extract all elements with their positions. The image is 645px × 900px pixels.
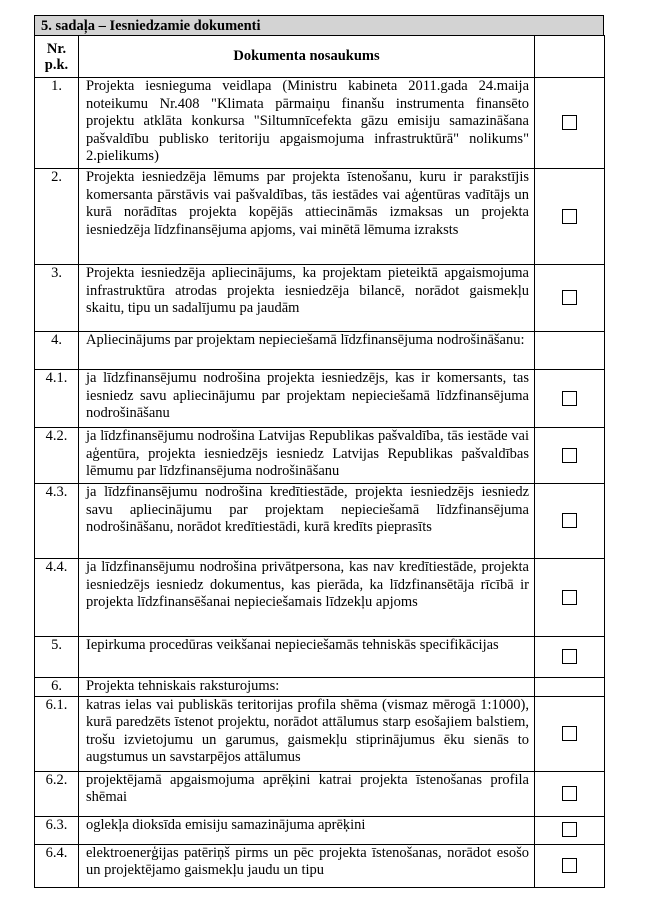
row-number: 1. [35,78,79,169]
column-header-number: Nr. p.k. [35,36,79,78]
row-number: 6. [35,678,79,697]
row-number: 4.3. [35,484,79,559]
table-row [35,370,605,428]
table-row [35,265,605,332]
documents-table [34,35,605,888]
row-number: 6.3. [35,816,79,844]
document-checkbox[interactable] [562,858,577,873]
document-checkbox[interactable] [562,115,577,130]
document-name: Apliecinājums par projektam nepieciešamā līdzfinansējuma nodrošināšanu: [79,332,535,370]
document-checkbox[interactable] [562,590,577,605]
column-header-name: Dokumenta nosaukums [79,36,535,78]
checkbox-cell [535,559,605,637]
document-name: ja līdzfinansējumu nodrošina kredītiestāde, projekta iesniedzējs iesniedz savu apliecinājumu par projektam nepieciešamā līdzfinansējuma nodrošināšanu, norādot kredītiestādi, kurā kredīts pieprasīts [79,484,535,559]
table-row [35,428,605,484]
document-section [34,15,604,888]
row-number: 6.4. [35,844,79,887]
table-row [35,816,605,844]
document-checkbox[interactable] [562,822,577,837]
document-checkbox[interactable] [562,649,577,664]
document-checkbox[interactable] [562,290,577,305]
row-number: 4. [35,332,79,370]
checkbox-cell [535,169,605,265]
checkbox-cell [535,637,605,678]
document-name: ja līdzfinansējumu nodrošina Latvijas Republikas pašvaldība, tās iestāde vai aģentūra, projekta iesniedzējs iesniedz Latvijas Republikas pašvaldības lēmumu par līdzfinansējuma nodrošināšanu [79,428,535,484]
document-name: katras ielas vai publiskās teritorijas profila shēma (vismaz mērogā 1:1000), kurā paredzēts īstenot projektu, norādot attālumus starp esošajiem balstiem, trošu izvietojumu un garumus, gaismekļu stiprinājumus ēku sienās to augstumus un savstarpējos attālumus [79,696,535,771]
document-name: ja līdzfinansējumu nodrošina projekta iesniedzējs, kas ir komersants, tas iesniedz savu apliecinājumu par projektam nepieciešamā līdzfinansējuma nodrošināšanu [79,370,535,428]
checkbox-cell [535,844,605,887]
checkbox-cell [535,332,605,370]
row-number: 4.2. [35,428,79,484]
row-number: 3. [35,265,79,332]
section-title: 5. sadaļa – Iesniedzamie dokumenti [34,15,604,36]
checkbox-cell [535,484,605,559]
document-name: elektroenerģijas patēriņš pirms un pēc projekta īstenošanas, norādot esošo un projektējamo gaismekļu jaudu un tipu [79,844,535,887]
row-number: 6.2. [35,771,79,816]
row-number: 4.4. [35,559,79,637]
checkbox-cell [535,816,605,844]
document-name: projektējamā apgaismojuma aprēķini katrai projekta īstenošanas profila shēmai [79,771,535,816]
row-number: 2. [35,169,79,265]
column-header-checkbox [535,36,605,78]
table-row [35,169,605,265]
document-name: Projekta iesniedzēja lēmums par projekta īstenošanu, kuru ir parakstījis komersanta pārstāvis vai pašvaldības, tās iestādes vai aģentūras vadītājs un kurā norādītas projekta kopējās attiecināmās izmaksas un projekta iesniedzēja līdzfinansējuma apjoms, vai minētā lēmuma izraksts [79,169,535,265]
document-checkbox[interactable] [562,209,577,224]
table-row [35,844,605,887]
row-number: 4.1. [35,370,79,428]
table-header-row [35,36,605,78]
table-row [35,78,605,169]
document-checkbox[interactable] [562,786,577,801]
checkbox-cell [535,78,605,169]
document-checkbox[interactable] [562,726,577,741]
table-row [35,696,605,771]
document-name: Projekta iesniedzēja apliecinājums, ka projektam pieteiktā apgaismojuma infrastruktūra atrodas projekta iesniedzēja bilancē, norādot gaismekļu skaitu, tipu un sadalījumu pa jaudām [79,265,535,332]
table-row [35,559,605,637]
table-row [35,637,605,678]
document-checkbox[interactable] [562,513,577,528]
checkbox-cell [535,771,605,816]
row-number: 5. [35,637,79,678]
checkbox-cell [535,428,605,484]
document-name: oglekļa dioksīda emisiju samazinājuma aprēķini [79,816,535,844]
document-name: Projekta tehniskais raksturojums: [79,678,535,697]
checkbox-cell [535,696,605,771]
table-row [35,332,605,370]
checkbox-cell [535,678,605,697]
document-checkbox[interactable] [562,391,577,406]
row-number: 6.1. [35,696,79,771]
table-row [35,484,605,559]
document-name: Iepirkuma procedūras veikšanai nepieciešamās tehniskās specifikācijas [79,637,535,678]
table-row [35,678,605,697]
document-checkbox[interactable] [562,448,577,463]
document-name: Projekta iesnieguma veidlapa (Ministru kabineta 2011.gada 24.maija noteikumu Nr.408 "Klimata pārmaiņu finanšu instrumenta finansēto projektu atklāta konkursa "Siltumnīcefekta gāzu emisiju samazināšana pašvaldību publisko teritoriju apgaismojuma infrastruktūrā" nolikums" 2.pielikums) [79,78,535,169]
checkbox-cell [535,265,605,332]
document-name: ja līdzfinansējumu nodrošina privātpersona, kas nav kredītiestāde, projekta iesniedzējs iesniedz dokumentus, kas pierāda, ka līdzfinansētāja rīcībā ir projekta līdzfinansēšanai nepieciešamais līdzekļu apjoms [79,559,535,637]
checkbox-cell [535,370,605,428]
table-row [35,771,605,816]
